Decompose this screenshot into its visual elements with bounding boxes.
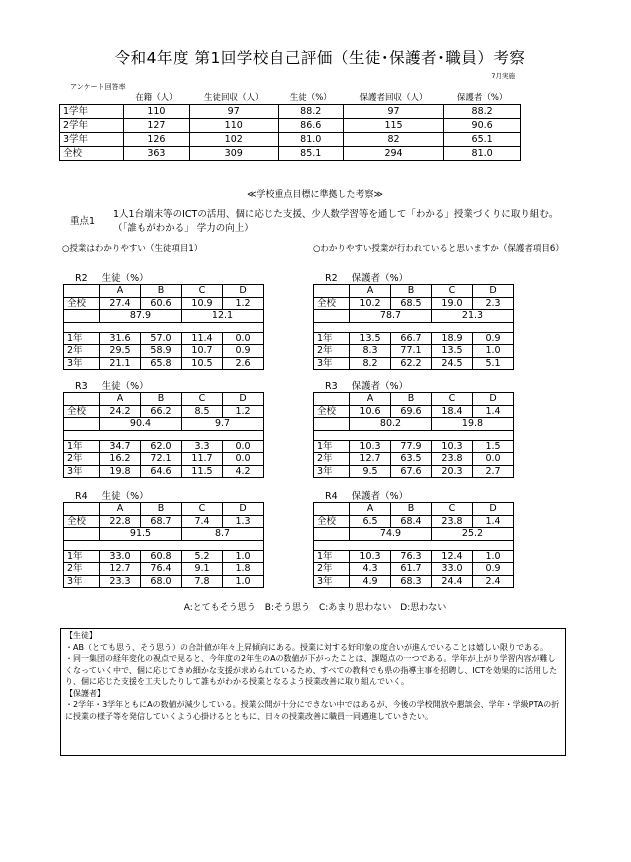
table-cell: 66.7 xyxy=(391,332,432,345)
table-cell: 19.8 xyxy=(100,465,141,478)
spacer-row xyxy=(314,540,514,550)
table-cell: 1.2 xyxy=(223,405,264,418)
table-header-row xyxy=(64,393,264,406)
table-header-row xyxy=(64,503,264,516)
table-cell: 3.3 xyxy=(182,440,223,453)
table-cell: 2.4 xyxy=(473,575,514,588)
table-cell: 0.9 xyxy=(223,345,264,358)
student-question: ○授業はわかりやすい（生徒項目1） xyxy=(62,244,203,254)
col-header: C xyxy=(182,393,223,406)
student-result-table xyxy=(63,502,264,588)
row-label: 3年 xyxy=(314,575,350,588)
table-cell: 0.0 xyxy=(223,453,264,466)
table-cell: 29.5 xyxy=(100,345,141,358)
table-cell: 27.4 xyxy=(100,297,141,310)
table-cell: 4.2 xyxy=(223,465,264,478)
table-cell: 126 xyxy=(124,133,190,147)
block-label: 保護者（%） xyxy=(351,273,409,284)
table-cell: 69.6 xyxy=(391,405,432,418)
table-cell: 9.5 xyxy=(350,465,391,478)
sum-cd: 19.8 xyxy=(432,418,514,431)
table-header-row xyxy=(314,503,514,516)
row-label: 2学年 xyxy=(60,119,124,133)
student-comment-2: ・同一集団の経年変化の視点で見ると、今年度の2年生のAの数値が下がったことは、課題点の一つである。学年が上がり学習内容が難しくなっていく中で、個に応じてきめ細かな支援が求められているため、すべての教科でも県の指導主事を招聘し、ICTを効果的に活用したり、個に応じた支援を工夫したりして誰もがわかる授業となるよう授業改善に取り組んでいく。 xyxy=(65,654,558,686)
col-header: D xyxy=(473,285,514,298)
table-cell: 68.0 xyxy=(141,575,182,588)
row-label: 全校 xyxy=(314,297,350,310)
response-rate-table xyxy=(59,91,521,161)
table-cell: 110 xyxy=(189,119,278,133)
col-header: D xyxy=(223,285,264,298)
table-row xyxy=(64,563,264,576)
focus-label: 重点1 xyxy=(70,216,96,227)
table-cell: 76.4 xyxy=(141,563,182,576)
table-cell: 63.5 xyxy=(391,453,432,466)
block-label: 保護者（%） xyxy=(351,381,409,392)
block-label: 保護者（%） xyxy=(351,491,409,502)
sum-ab: 90.4 xyxy=(100,418,182,431)
table-cell: 81.0 xyxy=(444,147,521,161)
col-header: 生徒回収（人） xyxy=(189,91,278,105)
col-header: A xyxy=(100,285,141,298)
sum-ab: 74.9 xyxy=(350,528,432,541)
table-cell: 10.7 xyxy=(182,345,223,358)
year-label: R4 xyxy=(325,491,338,502)
row-label: 全校 xyxy=(64,297,100,310)
table-row xyxy=(314,297,514,310)
table-header-row xyxy=(64,285,264,298)
table-cell: 22.8 xyxy=(100,515,141,528)
table-cell: 11.7 xyxy=(182,453,223,466)
row-label: 1学年 xyxy=(60,105,124,119)
table-row xyxy=(64,345,264,358)
row-label: 1年 xyxy=(314,332,350,345)
table-cell: 18.4 xyxy=(432,405,473,418)
table-cell: 13.5 xyxy=(432,345,473,358)
row-label: 1年 xyxy=(64,550,100,563)
table-cell: 0.0 xyxy=(223,332,264,345)
row-label: 3年 xyxy=(64,465,100,478)
sum-row xyxy=(64,310,264,323)
col-header: C xyxy=(432,393,473,406)
table-cell: 1.0 xyxy=(473,550,514,563)
table-header-row xyxy=(314,393,514,406)
sum-ab: 91.5 xyxy=(100,528,182,541)
col-header: B xyxy=(391,503,432,516)
table-row xyxy=(60,147,521,161)
parent-question: ○わかりやすい授業が行われていると思いますか（保護者項目6） xyxy=(313,244,564,254)
student-block-title xyxy=(75,488,163,502)
table-cell: 6.5 xyxy=(350,515,391,528)
table-cell: 2.6 xyxy=(223,357,264,370)
response-rate-label: アンケート回答率 xyxy=(70,83,126,91)
row-label: 3学年 xyxy=(60,133,124,147)
block-label: 生徒（%） xyxy=(101,491,149,502)
table-cell: 110 xyxy=(124,105,190,119)
row-label: 2年 xyxy=(64,453,100,466)
table-row xyxy=(314,563,514,576)
focus-text: 1人1台端末等のICTの活用、個に応じた支援、少人数学習等を通して「わかる」授業づくりに取り組む。（「誰もがわかる」 学力の向上） xyxy=(113,209,559,234)
table-cell: 0.9 xyxy=(473,332,514,345)
student-result-table xyxy=(63,284,264,370)
spacer-row xyxy=(64,430,264,440)
table-row xyxy=(64,440,264,453)
student-comment-heading: 【生徒】 xyxy=(65,631,97,640)
table-cell: 68.3 xyxy=(391,575,432,588)
table-row xyxy=(64,465,264,478)
col-header: B xyxy=(391,393,432,406)
student-result-table xyxy=(63,392,264,478)
table-cell: 12.4 xyxy=(432,550,473,563)
sum-row xyxy=(314,418,514,431)
table-cell: 10.3 xyxy=(350,440,391,453)
table-row xyxy=(314,440,514,453)
table-cell: 2.3 xyxy=(473,297,514,310)
table-cell: 82 xyxy=(343,133,443,147)
table-cell: 33.0 xyxy=(100,550,141,563)
table-cell: 72.1 xyxy=(141,453,182,466)
table-cell: 102 xyxy=(189,133,278,147)
table-cell: 77.9 xyxy=(391,440,432,453)
sum-row xyxy=(64,528,264,541)
row-label: 1年 xyxy=(64,440,100,453)
table-cell: 20.3 xyxy=(432,465,473,478)
table-cell: 10.6 xyxy=(350,405,391,418)
table-cell: 68.7 xyxy=(141,515,182,528)
table-cell: 85.1 xyxy=(278,147,343,161)
col-header: 保護者回収（人） xyxy=(343,91,443,105)
year-label: R2 xyxy=(325,273,338,284)
col-header: B xyxy=(141,393,182,406)
table-row xyxy=(60,105,521,119)
table-cell: 67.6 xyxy=(391,465,432,478)
table-cell: 10.3 xyxy=(432,440,473,453)
col-header: C xyxy=(182,285,223,298)
table-cell: 7.8 xyxy=(182,575,223,588)
table-cell: 16.2 xyxy=(100,453,141,466)
col-header: A xyxy=(350,285,391,298)
table-cell: 97 xyxy=(343,105,443,119)
table-cell: 10.9 xyxy=(182,297,223,310)
table-cell: 68.5 xyxy=(391,297,432,310)
table-row xyxy=(64,357,264,370)
table-cell: 86.6 xyxy=(278,119,343,133)
table-cell: 64.6 xyxy=(141,465,182,478)
table-cell: 4.3 xyxy=(350,563,391,576)
sum-cd: 12.1 xyxy=(182,310,264,323)
table-cell: 18.9 xyxy=(432,332,473,345)
parent-result-table xyxy=(313,392,514,478)
spacer-row xyxy=(64,322,264,332)
table-row xyxy=(314,575,514,588)
table-cell: 127 xyxy=(124,119,190,133)
table-cell: 88.2 xyxy=(444,105,521,119)
table-cell: 58.9 xyxy=(141,345,182,358)
date-note: 7月実施 xyxy=(491,72,515,80)
col-header: D xyxy=(223,503,264,516)
table-cell: 1.4 xyxy=(473,515,514,528)
sum-cd: 25.2 xyxy=(432,528,514,541)
table-cell: 5.2 xyxy=(182,550,223,563)
table-cell: 2.7 xyxy=(473,465,514,478)
parent-block-title xyxy=(325,378,422,392)
year-label: R2 xyxy=(75,273,88,284)
col-header: B xyxy=(141,285,182,298)
col-header: D xyxy=(473,393,514,406)
block-label: 生徒（%） xyxy=(101,381,149,392)
table-cell: 62.0 xyxy=(141,440,182,453)
table-row xyxy=(314,453,514,466)
col-header: A xyxy=(350,393,391,406)
col-header: C xyxy=(432,503,473,516)
table-cell: 8.5 xyxy=(182,405,223,418)
table-cell: 1.3 xyxy=(223,515,264,528)
table-row xyxy=(314,345,514,358)
student-comment-1: ・AB（とても思う、そう思う）の合計値が年々上昇傾向にある。授業に対する好印象の度合いが進んでいることは嬉しい限りである。 xyxy=(65,642,548,652)
table-cell: 81.0 xyxy=(278,133,343,147)
row-label: 2年 xyxy=(314,563,350,576)
row-label: 2年 xyxy=(64,563,100,576)
student-block-title xyxy=(75,378,163,392)
sum-cd: 9.7 xyxy=(182,418,264,431)
sum-row xyxy=(64,418,264,431)
sum-ab: 80.2 xyxy=(350,418,432,431)
table-cell: 1.5 xyxy=(473,440,514,453)
parent-result-table xyxy=(313,284,514,370)
table-row xyxy=(64,332,264,345)
table-cell: 1.0 xyxy=(473,345,514,358)
table-cell: 34.7 xyxy=(100,440,141,453)
row-label: 1年 xyxy=(64,332,100,345)
table-row xyxy=(64,297,264,310)
sum-cd: 8.7 xyxy=(182,528,264,541)
year-label: R4 xyxy=(75,491,88,502)
sum-cd: 21.3 xyxy=(432,310,514,323)
table-cell: 1.4 xyxy=(473,405,514,418)
table-cell: 24.2 xyxy=(100,405,141,418)
table-row xyxy=(64,405,264,418)
table-cell: 19.0 xyxy=(432,297,473,310)
table-cell: 9.1 xyxy=(182,563,223,576)
table-cell: 31.6 xyxy=(100,332,141,345)
section-heading: ≪学校重点目標に準拠した考察≫ xyxy=(247,190,383,200)
col-header: A xyxy=(350,503,391,516)
table-cell: 23.3 xyxy=(100,575,141,588)
parent-block-title xyxy=(325,270,422,284)
table-cell: 11.4 xyxy=(182,332,223,345)
table-cell: 7.4 xyxy=(182,515,223,528)
table-cell: 10.5 xyxy=(182,357,223,370)
table-row xyxy=(314,357,514,370)
table-cell: 11.5 xyxy=(182,465,223,478)
table-cell: 8.3 xyxy=(350,345,391,358)
row-label: 2年 xyxy=(314,453,350,466)
sum-ab: 87.9 xyxy=(100,310,182,323)
year-label: R3 xyxy=(75,381,88,392)
row-label: 3年 xyxy=(314,357,350,370)
table-cell: 115 xyxy=(343,119,443,133)
table-cell: 13.5 xyxy=(350,332,391,345)
sum-row xyxy=(314,528,514,541)
sum-row xyxy=(314,310,514,323)
table-cell: 0.9 xyxy=(473,563,514,576)
parent-block-title xyxy=(325,488,422,502)
table-row xyxy=(64,575,264,588)
col-header: C xyxy=(182,503,223,516)
table-cell: 0.0 xyxy=(473,453,514,466)
table-cell: 10.2 xyxy=(350,297,391,310)
table-cell: 76.3 xyxy=(391,550,432,563)
row-label: 2年 xyxy=(314,345,350,358)
table-cell: 309 xyxy=(189,147,278,161)
col-header: 在籍（人） xyxy=(124,91,190,105)
col-header: A xyxy=(100,503,141,516)
table-cell: 363 xyxy=(124,147,190,161)
table-cell: 0.0 xyxy=(223,440,264,453)
col-header: A xyxy=(100,393,141,406)
row-label: 3年 xyxy=(64,575,100,588)
table-cell: 1.8 xyxy=(223,563,264,576)
table-row xyxy=(314,465,514,478)
row-label: 1年 xyxy=(314,550,350,563)
table-cell: 5.1 xyxy=(473,357,514,370)
row-label: 2年 xyxy=(64,345,100,358)
row-label: 全校 xyxy=(314,515,350,528)
table-cell: 8.2 xyxy=(350,357,391,370)
col-header: B xyxy=(141,503,182,516)
table-cell: 10.3 xyxy=(350,550,391,563)
table-cell: 97 xyxy=(189,105,278,119)
table-cell: 66.2 xyxy=(141,405,182,418)
table-cell: 33.0 xyxy=(432,563,473,576)
table-row xyxy=(314,332,514,345)
block-label: 生徒（%） xyxy=(101,273,149,284)
table-row xyxy=(60,119,521,133)
table-cell: 62.2 xyxy=(391,357,432,370)
table-cell: 12.7 xyxy=(350,453,391,466)
parent-comment-1: ・2学年・3学年ともにAの数値が減少している。授業公開が十分にできない中ではあるが、今後の学校開放や懇談会、学年・学級PTAの折に授業の様子等を発信していくよう心掛けるとともに、日々の授業改善に職員一同邁進していきたい。 xyxy=(65,700,560,721)
table-cell: 88.2 xyxy=(278,105,343,119)
table-row xyxy=(314,550,514,563)
table-cell: 24.4 xyxy=(432,575,473,588)
table-cell: 1.2 xyxy=(223,297,264,310)
year-label: R3 xyxy=(325,381,338,392)
col-header: D xyxy=(473,503,514,516)
table-row xyxy=(314,405,514,418)
page-title: 令和4年度 第1回学校自己評価（生徒･保護者･職員）考察 xyxy=(114,49,526,67)
spacer-row xyxy=(314,322,514,332)
table-cell: 24.5 xyxy=(432,357,473,370)
table-row xyxy=(64,550,264,563)
row-label: 3年 xyxy=(314,465,350,478)
student-block-title xyxy=(75,270,163,284)
table-cell: 23.8 xyxy=(432,515,473,528)
legend: A:とてもそう思う B:そう思う C:あまり思わない D:思わない xyxy=(183,603,447,613)
row-label: 1年 xyxy=(314,440,350,453)
table-row xyxy=(64,453,264,466)
row-label: 全校 xyxy=(64,405,100,418)
table-header-row xyxy=(60,91,521,105)
col-header: B xyxy=(391,285,432,298)
table-cell: 57.0 xyxy=(141,332,182,345)
sum-ab: 78.7 xyxy=(350,310,432,323)
table-header-row xyxy=(314,285,514,298)
col-header: 保護者（%） xyxy=(444,91,521,105)
spacer-row xyxy=(314,430,514,440)
parent-result-table xyxy=(313,502,514,588)
table-row xyxy=(60,133,521,147)
table-cell: 90.6 xyxy=(444,119,521,133)
table-cell: 60.8 xyxy=(141,550,182,563)
table-cell: 65.8 xyxy=(141,357,182,370)
table-cell: 77.1 xyxy=(391,345,432,358)
table-cell: 68.4 xyxy=(391,515,432,528)
table-cell: 60.6 xyxy=(141,297,182,310)
row-label: 全校 xyxy=(64,515,100,528)
row-label: 3年 xyxy=(64,357,100,370)
comments-box xyxy=(60,628,566,756)
table-cell: 23.8 xyxy=(432,453,473,466)
table-cell: 294 xyxy=(343,147,443,161)
spacer-row xyxy=(64,540,264,550)
parent-comment-heading: 【保護者】 xyxy=(65,688,105,698)
col-header: C xyxy=(432,285,473,298)
table-cell: 1.0 xyxy=(223,575,264,588)
row-label: 全校 xyxy=(314,405,350,418)
table-cell: 21.1 xyxy=(100,357,141,370)
table-cell: 61.7 xyxy=(391,563,432,576)
table-cell: 4.9 xyxy=(350,575,391,588)
table-cell: 12.7 xyxy=(100,563,141,576)
col-header: 生徒（%） xyxy=(278,91,343,105)
table-cell: 65.1 xyxy=(444,133,521,147)
row-label: 全校 xyxy=(60,147,124,161)
table-row xyxy=(314,515,514,528)
col-header: D xyxy=(223,393,264,406)
table-cell: 1.0 xyxy=(223,550,264,563)
table-row xyxy=(64,515,264,528)
